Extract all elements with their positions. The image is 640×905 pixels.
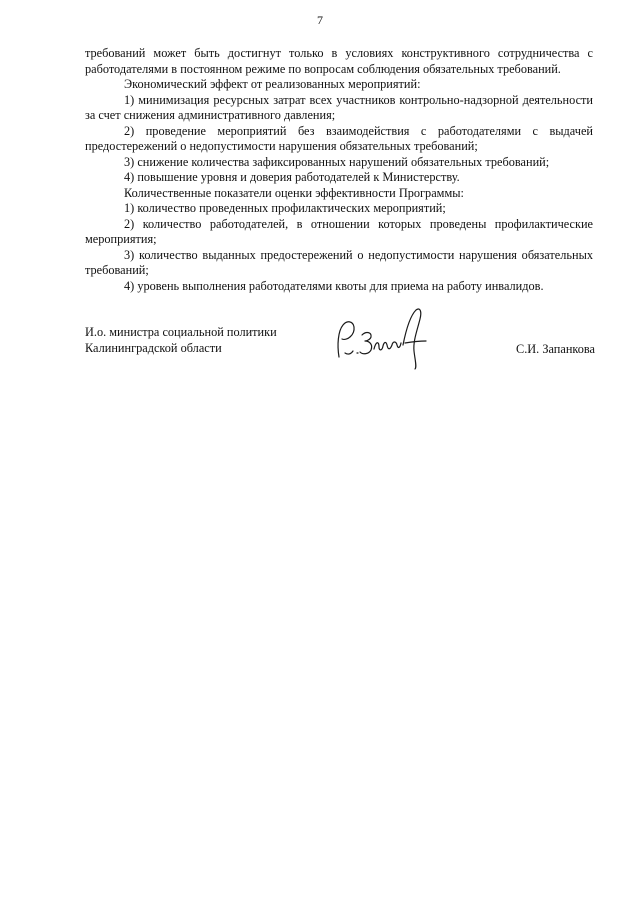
signature-block <box>85 323 595 373</box>
position-line: Калининградской области <box>85 340 222 355</box>
position-line: И.о. министра социальной политики <box>85 325 277 339</box>
list-item: 3) снижение количества зафиксированных нарушений обязательных требований; <box>124 154 550 169</box>
list-item: 1) минимизация ресурсных затрат всех участников контрольно-надзорной деятельности за счет снижения административного давления; <box>85 92 593 122</box>
signatory-position <box>85 325 277 356</box>
list-item: 3) количество выданных предостережений о недопустимости нарушения обязательных требований; <box>85 247 593 277</box>
paragraph: Количественные показатели оценки эффективности Программы: <box>124 185 464 200</box>
list-item: 4) повышение уровня и доверия работодателей к Министерству. <box>124 170 460 184</box>
paragraph: требований может быть достигнут только в условиях конструктивного сотрудничества с работодателями в постоянном режиме по вопросам соблюдения обязательных требований. <box>85 46 593 76</box>
document-body <box>85 46 593 294</box>
list-item: 4) уровень выполнения работодателями квоты для приема на работу инвалидов. <box>124 278 544 293</box>
list-item: 2) проведение мероприятий без взаимодействия с работодателями с выдачей предостережений о недопустимости нарушения обязательных требований; <box>85 123 593 153</box>
list-item: 2) количество работодателей, в отношении которых проведены профилактические мероприятия; <box>85 216 593 246</box>
handwritten-signature <box>331 305 431 371</box>
paragraph: Экономический эффект от реализованных мероприятий: <box>124 77 421 91</box>
page-number: 7 <box>317 13 323 27</box>
signatory-name: С.И. Запанкова <box>516 342 595 356</box>
list-item: 1) количество проведенных профилактических мероприятий; <box>124 201 446 215</box>
